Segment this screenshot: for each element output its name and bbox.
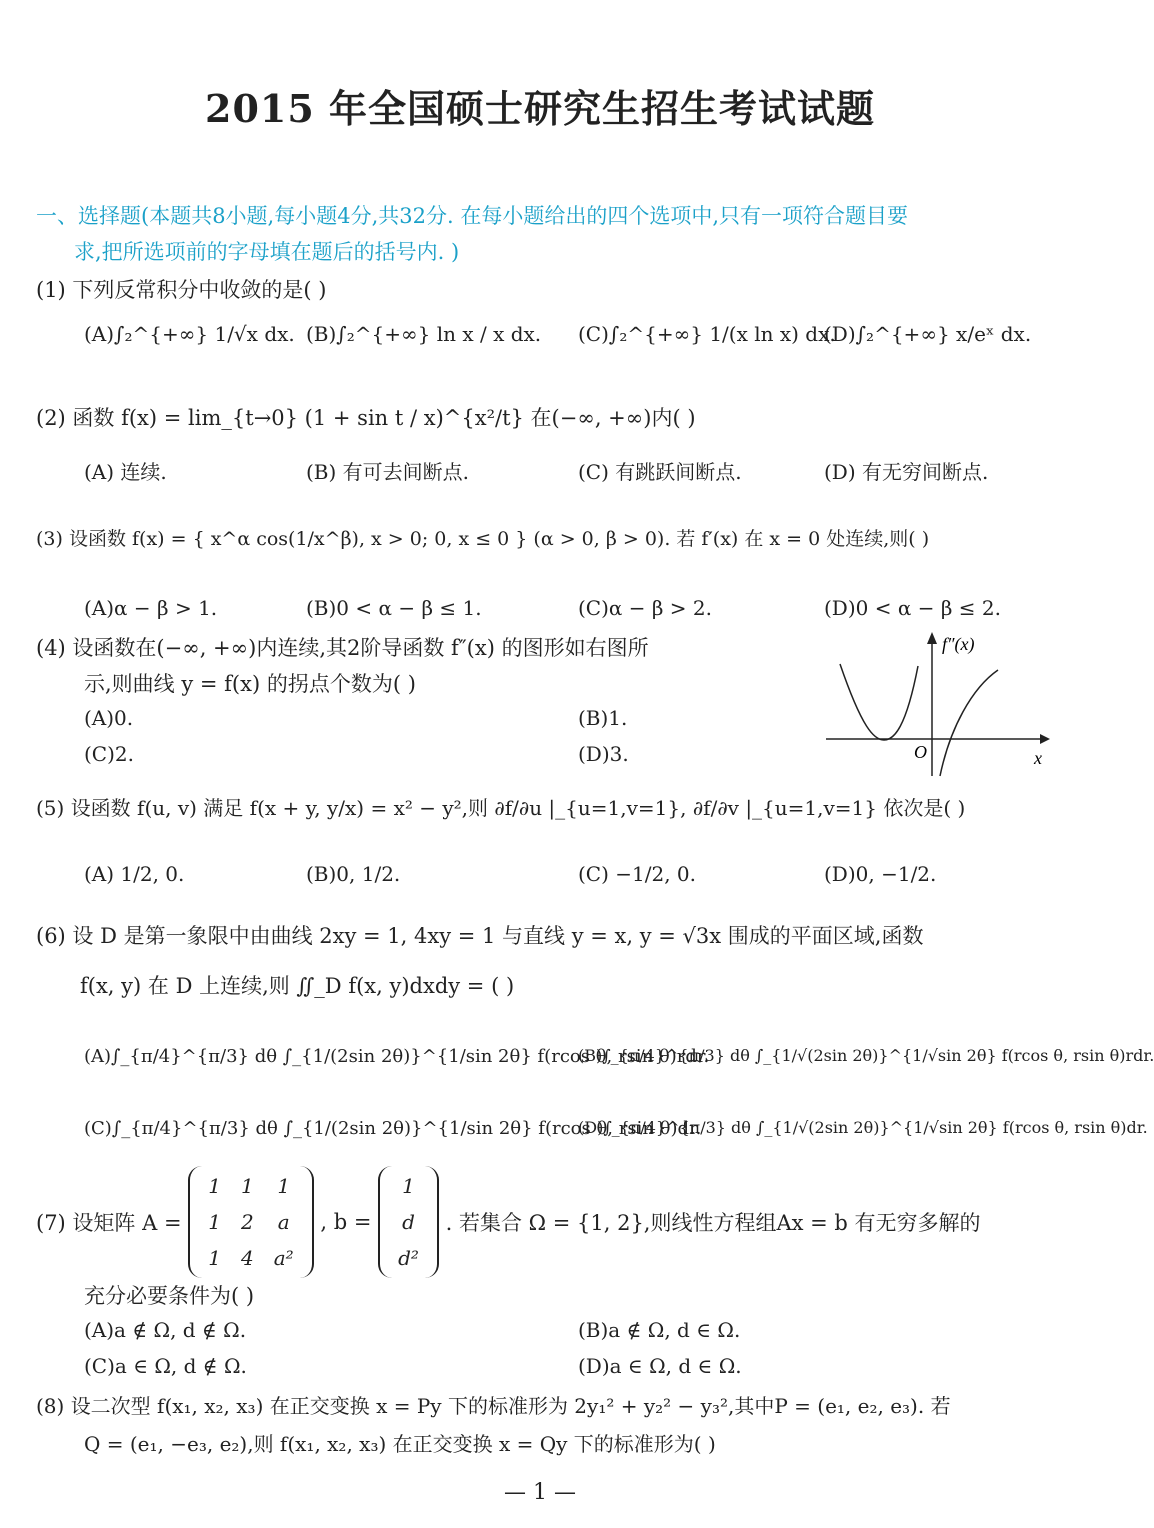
q7-option-c: (C)a ∈ Ω, d ∉ Ω. <box>84 1354 247 1378</box>
vector-b <box>378 1166 439 1278</box>
q5-option-b: (B)0, 1/2. <box>306 862 401 886</box>
q6-option-a: (A)∫_{π/4}^{π/3} dθ ∫_{1/(2sin 2θ)}^{1/sin 2θ} f(rcos θ, rsin θ)rdr. <box>84 1046 710 1067</box>
page-number: — 1 — <box>504 1480 576 1505</box>
page-title: 2015 年全国硕士研究生招生考试试题 <box>205 86 875 131</box>
q2-option-a: (A) 连续. <box>84 460 167 484</box>
section-line-2: 求,把所选项前的字母填在题后的括号内. ) <box>74 240 460 264</box>
q6-option-d: (D)∫_{π/4}^{π/3} dθ ∫_{1/√(2sin 2θ)}^{1/√sin 2θ} f(rcos θ, rsin θ)dr. <box>578 1118 1148 1137</box>
matrix-a <box>188 1166 313 1278</box>
q4-option-a: (A)0. <box>84 706 134 730</box>
curve-parabola <box>840 664 918 740</box>
matrix-a-cell: 1 <box>208 1174 221 1198</box>
q3-option-d: (D)0 < α − β ≤ 2. <box>824 596 1001 620</box>
section-line-1: 一、选择题(本题共8小题,每小题4分,共32分. 在每小题给出的四个选项中,只有一项符合题目要 <box>36 204 909 228</box>
q2-option-c: (C) 有跳跃间断点. <box>578 460 742 484</box>
y-axis-label: f″(x) <box>942 634 975 654</box>
q6-option-c: (C)∫_{π/4}^{π/3} dθ ∫_{1/(2sin 2θ)}^{1/sin 2θ} f(rcos θ, rsin θ)dr. <box>84 1118 702 1139</box>
q6-line-2: f(x, y) 在 D 上连续,则 ∬_D f(x, y)dxdy = ( ) <box>80 974 515 998</box>
q1-option-b: (B)∫₂^{+∞} ln x / x dx. <box>306 322 542 346</box>
q2-stem: (2) 函数 f(x) = lim_{t→0} (1 + sin t / x)^{x²/t} 在(−∞, +∞)内( ) <box>36 406 696 430</box>
x-axis-arrow-icon <box>1040 734 1050 744</box>
matrix-a-cell: 2 <box>240 1210 254 1234</box>
q3-stem: (3) 设函数 f(x) = { x^α cos(1/x^β), x > 0; 0, x ≤ 0 } (α > 0, β > 0). 若 f′(x) 在 x = 0 处连续,则( ) <box>36 528 930 550</box>
q4-graph <box>822 628 1050 778</box>
q4-option-d: (D)3. <box>578 742 629 766</box>
section-header <box>36 198 1051 270</box>
q3-option-a: (A)α − β > 1. <box>84 596 218 620</box>
y-axis-arrow-icon <box>927 632 937 644</box>
q6-line-1: (6) 设 D 是第一象限中由曲线 2xy = 1, 4xy = 1 与直线 y = x, y = √3x 围成的平面区域,函数 <box>36 924 924 948</box>
q2-option-b: (B) 有可去间断点. <box>306 460 470 484</box>
matrix-a-cell: 1 <box>240 1174 254 1198</box>
q5-option-a: (A) 1/2, 0. <box>84 862 185 886</box>
q7-stem <box>36 1166 981 1278</box>
q5-option-c: (C) −1/2, 0. <box>578 862 697 886</box>
matrix-a-cell: a² <box>273 1246 294 1270</box>
vector-b-cell: 1 <box>402 1174 415 1198</box>
q7-suffix: . 若集合 Ω = {1, 2},则线性方程组Ax = b 有无穷多解的 <box>445 1211 981 1235</box>
origin-label: O <box>914 742 927 762</box>
x-axis-label: x <box>1034 748 1042 768</box>
q3-option-b: (B)0 < α − β ≤ 1. <box>306 596 482 620</box>
q4-line-1: (4) 设函数在(−∞, +∞)内连续,其2阶导函数 f″(x) 的图形如右图所 <box>36 636 649 660</box>
q7-option-a: (A)a ∉ Ω, d ∉ Ω. <box>84 1318 247 1342</box>
matrix-a-cell: 1 <box>277 1174 291 1198</box>
q7-mid: , b = <box>320 1210 372 1234</box>
q1-option-a: (A)∫₂^{+∞} 1/√x dx. <box>84 322 295 346</box>
q7-line-2: 充分必要条件为( ) <box>84 1284 255 1308</box>
q7-option-b: (B)a ∉ Ω, d ∈ Ω. <box>578 1318 741 1342</box>
q1-stem: (1) 下列反常积分中收敛的是( ) <box>36 278 327 302</box>
matrix-a-cell: 1 <box>208 1210 221 1234</box>
q7-option-d: (D)a ∈ Ω, d ∈ Ω. <box>578 1354 742 1378</box>
q8-line-2: Q = (e₁, −e₃, e₂),则 f(x₁, x₂, x₃) 在正交变换 x = Qy 下的标准形为( ) <box>84 1432 716 1456</box>
matrix-a-cell: a <box>277 1210 290 1234</box>
q4-line-2: 示,则曲线 y = f(x) 的拐点个数为( ) <box>84 672 416 696</box>
vector-b-cell: d <box>402 1210 415 1234</box>
matrix-a-cell: 4 <box>240 1246 254 1270</box>
curve-right <box>940 670 998 776</box>
q7-prefix: (7) 设矩阵 A = <box>36 1211 182 1235</box>
q3-option-c: (C)α − β > 2. <box>578 596 713 620</box>
q1-option-c: (C)∫₂^{+∞} 1/(x ln x) dx. <box>578 322 836 346</box>
vector-b-cell: d² <box>398 1246 419 1270</box>
q2-option-d: (D) 有无穷间断点. <box>824 460 989 484</box>
q4-option-c: (C)2. <box>84 742 134 766</box>
q5-stem: (5) 设函数 f(u, v) 满足 f(x + y, y/x) = x² − y²,则 ∂f/∂u |_{u=1,v=1}, ∂f/∂v |_{u=1,v=1} 依次是( ) <box>36 796 966 820</box>
q4-option-b: (B)1. <box>578 706 628 730</box>
q6-option-b: (B)∫_{π/4}^{π/3} dθ ∫_{1/√(2sin 2θ)}^{1/√sin 2θ} f(rcos θ, rsin θ)rdr. <box>578 1046 1154 1065</box>
q5-option-d: (D)0, −1/2. <box>824 862 937 886</box>
matrix-a-cell: 1 <box>208 1246 221 1270</box>
q1-option-d: (D)∫₂^{+∞} x/eˣ dx. <box>824 322 1032 346</box>
q8-line-1: (8) 设二次型 f(x₁, x₂, x₃) 在正交变换 x = Py 下的标准形为 2y₁² + y₂² − y₃²,其中P = (e₁, e₂, e₃). 若 <box>36 1394 951 1418</box>
